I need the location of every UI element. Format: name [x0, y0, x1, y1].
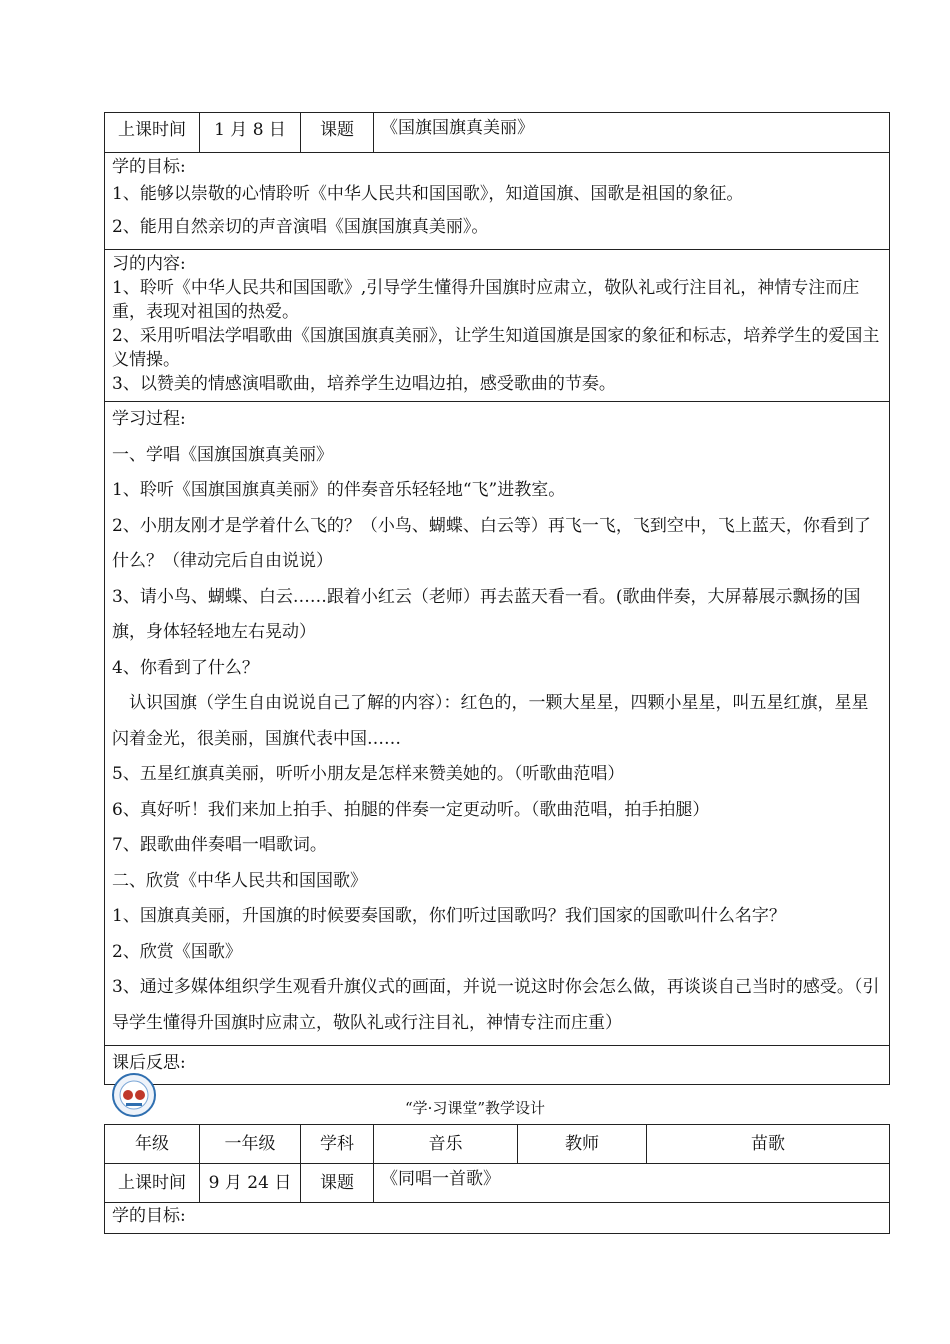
topic-value: 《国旗国旗真美丽》	[381, 118, 534, 138]
process-item: 5、五星红旗真美丽，听听小朋友是怎样来赞美她的。（听歌曲范唱）	[112, 764, 625, 784]
process-item: 3、通过多媒体组织学生观看升旗仪式的画面，并说一说这时你会怎么做，再谈谈自己当时的感受。（引导学生懂得升国旗时应肃立，敬队礼或行注目礼，神情专注而庄重）	[112, 977, 880, 1033]
process-item: 6、真好听！我们来加上拍手、拍腿的伴奏一定更动听。（歌曲范唱，拍手拍腿）	[112, 799, 710, 820]
lesson-plan-table-2	[104, 1124, 890, 1234]
content-item: 3、以赞美的情感演唱歌曲，培养学生边唱边拍，感受歌曲的节奏。	[112, 374, 616, 394]
process-item: 认识国旗（学生自由说说自己了解的内容）：红色的，一颗大星星，四颗小星星，叫五星红旗，星星闪着金光，很美丽，国旗代表中国……	[112, 693, 869, 749]
content-section	[105, 250, 889, 400]
process-item: 一、学唱《国旗国旗真美丽》	[112, 444, 333, 465]
objective-item: 1、能够以崇敬的心情聆听《中华人民共和国国歌》，知道国旗、国歌是祖国的象征。	[112, 184, 744, 204]
teacher-value: 苗歌	[751, 1134, 785, 1154]
process-item: 2、小朋友刚才是学着什么飞的？（小鸟、蝴蝶、白云等）再飞一飞，飞到空中，飞上蓝天，你看到了什么？（律动完后自由说说）	[112, 515, 871, 571]
class-date: 9 月 24 日	[208, 1173, 292, 1193]
process-heading: 学习过程:	[112, 409, 186, 429]
subject-label: 学科	[320, 1134, 354, 1154]
objectives-section	[105, 153, 889, 249]
grade-value: 一年级	[224, 1134, 276, 1154]
objectives-heading: 学的目标:	[112, 1206, 186, 1226]
class-time-label: 上课时间	[118, 1173, 186, 1193]
subject-value: 音乐	[428, 1134, 463, 1154]
teacher-label: 教师	[565, 1134, 599, 1154]
grade-label: 年级	[135, 1134, 169, 1154]
process-item: 2、欣赏《国歌》	[112, 941, 242, 962]
content-heading: 习的内容:	[112, 254, 186, 274]
process-item: 7、跟歌曲伴奏唱一唱歌词。	[112, 835, 327, 855]
class-time-label: 上课时间	[118, 120, 186, 140]
process-item: 1、国旗真美丽，升国旗的时候要奏国歌，你们听过国歌吗？我们国家的国歌叫什么名字？	[112, 906, 786, 926]
topic-value: 《同唱一首歌》	[381, 1169, 500, 1189]
topic-label: 课题	[320, 1173, 354, 1193]
class-date: 1 月 8 日	[214, 120, 286, 140]
topic-label: 课题	[320, 120, 354, 140]
process-item: 二、欣赏《中华人民共和国国歌》	[112, 870, 367, 891]
objective-item: 2、能用自然亲切的声音演唱《国旗国旗真美丽》。	[112, 217, 489, 237]
content-item: 2、采用听唱法学唱歌曲《国旗国旗真美丽》，让学生知道国旗是国家的象征和标志，培养学生的爱国主义情操。	[112, 326, 880, 370]
process-item: 3、请小鸟、蝴蝶、白云……跟着小红云（老师）再去蓝天看一看。(歌曲伴奏，大屏幕展示飘扬的国旗，身体轻轻地左右晃动）	[112, 586, 861, 642]
process-item: 4、你看到了什么？	[112, 657, 259, 678]
process-section	[105, 402, 889, 1045]
lesson-plan-table-1	[104, 112, 890, 1085]
content-item: 1、聆听《中华人民共和国国歌》,引导学生懂得升国旗时应肃立，敬队礼或行注目礼，神情专注而庄重，表现对祖国的热爱。	[112, 278, 860, 322]
reflection-label: 课后反思:	[112, 1053, 186, 1073]
document-title: “学·习课堂”教学设计	[404, 1099, 546, 1117]
objectives-heading: 学的目标:	[112, 157, 186, 177]
process-item: 1、聆听《国旗国旗真美丽》的伴奏音乐轻轻地“飞”进教室。	[112, 480, 566, 500]
